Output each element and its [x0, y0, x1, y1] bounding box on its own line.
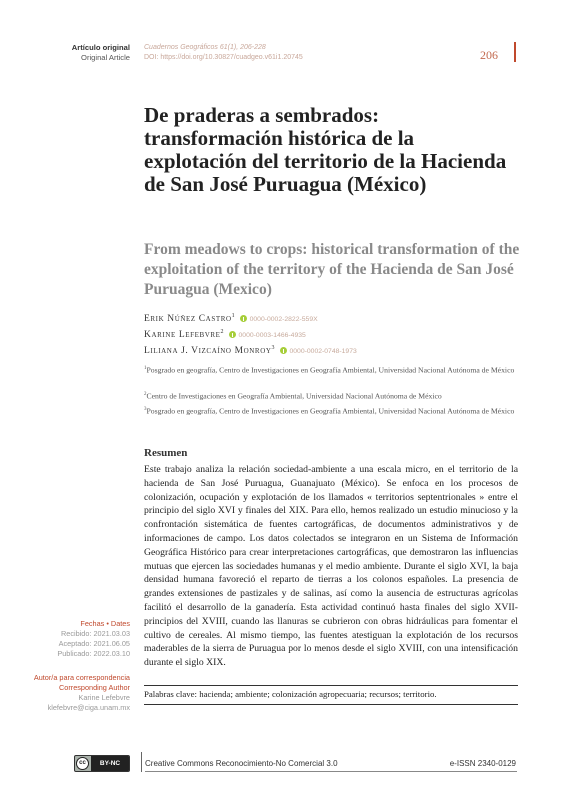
- keywords: Palabras clave: hacienda; ambiente; colonización agropecuaria; recursos; territorio.: [144, 689, 437, 699]
- article-type-en: Original Article: [81, 53, 130, 62]
- orcid-icon[interactable]: [240, 315, 247, 322]
- author-name: Liliana J. Vizcaíno Monroy: [144, 346, 272, 357]
- cc-icon: cc: [76, 757, 89, 770]
- article-type: [0, 43, 130, 63]
- abstract-text: Este trabajo analiza la relación sociedad-ambiente a una escala micro, en el territorio de la hacienda de San José Puruagua, Guanajuato (México). Se enfoca en los procesos de colonización, ocupación y explotación de los llamados « territorios septentrionales » entre el principio del siglo XVI y finales del XIX. Para ello, hemos realizado un estudio minucioso y la confrontación sistemática de fuentes cartográficas, de documentos administrativos y de informaciones de campo. Los datos colectados se integraron en un Sistema de Información Geográfica Histórico para crear interpretaciones cartográficas, que demostraron las influencias mutuas que ejercen las sociedades humanas y el medio ambiente. Durante el siglo XVI, la baja densidad humana favoreció el reparto de tierras a los colonos españoles. La presencia de grandes extensiones de pastizales y de salinas, así como la ausencia de estructuras agrícolas facilitó el desarrollo de la ganadería. Esta actividad continuó hasta finales del siglo XVII-principios del XVIII, cuando las llanuras se cubrieron con obras hidráulicas para fomentar el cultivo de cereales. Al mismo tiempo, las fuentes atestiguan la explotación de los recursos maderables de la sierra de Puruagua por lo menos desde el siglo XVIII, con una intensificación durante el siglo XIX.: [144, 464, 518, 669]
- corr-heading-es: Autor/a para correspondencia: [33, 673, 130, 682]
- page-number: 206: [480, 48, 498, 62]
- affiliation-text: Centro de Investigaciones en Geografía Ambiental, Universidad Nacional Autónoma de México: [146, 391, 442, 401]
- author-sup: 3: [271, 345, 275, 351]
- author-1: [144, 313, 318, 324]
- affiliation-1: [144, 364, 519, 376]
- author-3: [144, 345, 357, 356]
- cc-license-badge[interactable]: [74, 755, 130, 772]
- author-2: [144, 329, 306, 340]
- orcid-icon[interactable]: [280, 347, 287, 354]
- affiliation-text: Posgrado en geografía, Centro de Investigaciones en Geografía Ambiental, Universidad Nacional Autónoma de México: [146, 406, 515, 416]
- affiliation-3: [144, 405, 519, 417]
- affiliation-sup: 3: [144, 407, 147, 412]
- abstract-heading: Resumen: [144, 447, 188, 459]
- journal-info: [144, 43, 303, 63]
- keywords-bottom-rule: [144, 704, 518, 705]
- orcid-icon[interactable]: [229, 331, 236, 338]
- issn: e-ISSN 2340-0129: [449, 759, 516, 768]
- keywords-top-rule: [144, 685, 518, 686]
- author-name: Erik Núñez Castro: [144, 314, 232, 325]
- corr-heading-en: Corresponding Author: [59, 683, 130, 692]
- header-accent-bar: [514, 42, 516, 62]
- corresponding-author-box: [0, 673, 130, 713]
- cc-badge-text: BY-NC: [91, 756, 129, 771]
- dates-heading: Fechas • Dates: [80, 619, 130, 628]
- corr-email-link[interactable]: klefebvre@ciga.unam.mx: [47, 703, 130, 712]
- author-name: Karine Lefebvre: [144, 330, 221, 341]
- title-spanish: De praderas a sembrados: transformación histórica de la explotación del territorio de la Hacienda de San José Puruagua (México): [144, 103, 507, 196]
- license-text: Creative Commons Reconocimiento-No Comercial 3.0: [145, 759, 338, 768]
- dates-box: [0, 619, 130, 659]
- affiliation-text: Posgrado en geografía, Centro de Investigaciones en Geografía Ambiental, Universidad Nacional Autónoma de México: [146, 365, 515, 375]
- date-accepted: Aceptado: 2021.06.05: [58, 639, 130, 648]
- footer-rule: [145, 771, 517, 772]
- article-type-es: Artículo original: [71, 43, 130, 52]
- doi-link[interactable]: DOI: https://doi.org/10.30827/cuadgeo.v61i1.20745: [144, 54, 303, 61]
- affiliation-2: [144, 390, 519, 402]
- author-sup: 2: [220, 329, 224, 335]
- journal-citation: Cuadernos Geográficos 61(1), 206-228: [144, 44, 266, 51]
- title-english: From meadows to crops: historical transformation of the exploitation of the territory of the Hacienda de San José Puruagua (Mexico): [144, 241, 520, 298]
- affiliation-sup: 1: [144, 366, 147, 371]
- affiliation-sup: 2: [144, 392, 147, 397]
- author-sup: 1: [231, 313, 235, 319]
- date-received: Recibido: 2021.03.03: [61, 629, 130, 638]
- orcid-id-link[interactable]: 0000-0003-1466-4935: [238, 332, 306, 340]
- date-published: Publicado: 2022.03.10: [57, 649, 130, 658]
- orcid-id-link[interactable]: 0000-0002-0748-1973: [289, 348, 357, 356]
- corr-name: Karine Lefebvre: [78, 693, 130, 702]
- orcid-id-link[interactable]: 0000-0002-2822-559X: [249, 316, 318, 324]
- footer-divider: [141, 752, 142, 772]
